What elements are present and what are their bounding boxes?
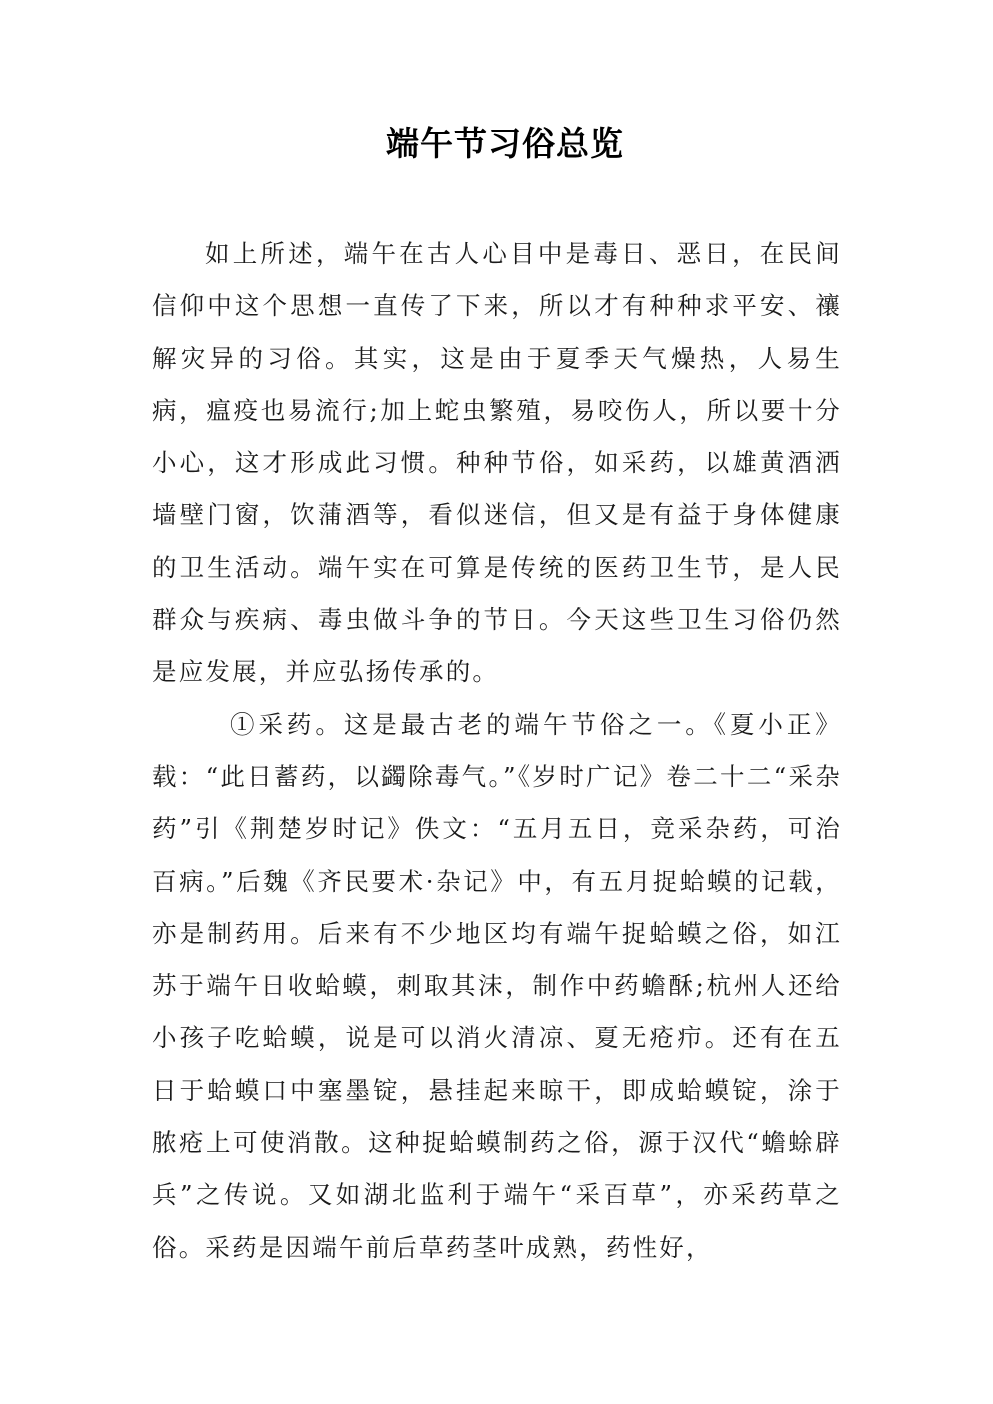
paragraph-herb-gathering: ①采药。这是最古老的端午节俗之一。《夏小正》载：“此日蓄药，以蠲除毒气。”《岁时广记》卷二十二“采杂药”引《荆楚岁时记》佚文：“五月五日，竞采杂药，可治百病。”后魏《齐民要术·杂记》中，有五月捉蛤蟆的记载，亦是制药用。后来有不少地区均有端午捉蛤蟆之俗，如江苏于端午日收蛤蟆，刺取其沫，制作中药蟾酥;杭州人还给小孩子吃蛤蟆，说是可以消火清凉、夏无疮疖。还有在五日于蛤蟆口中塞墨锭，悬挂起来晾干，即成蛤蟆锭，涂于脓疮上可使消散。这种捉蛤蟆制药之俗，源于汉代“蟾蜍辟兵”之传说。又如湖北监利于端午“采百草”，亦采药草之俗。采药是因端午前后草药茎叶成熟，药性好， — [152, 709, 842, 1262]
document-body — [152, 228, 842, 1274]
paragraph-intro: 如上所述，端午在古人心目中是毒日、恶日，在民间信仰中这个思想一直传了下来，所以才有种种求平安、禳解灾异的习俗。其实，这是由于夏季天气燥热，人易生病，瘟疫也易流行;加上蛇虫繁殖，易咬伤人，所以要十分小心，这才形成此习惯。种种节俗，如采药，以雄黄酒洒墙壁门窗，饮蒲酒等，看似迷信，但又是有益于身体健康的卫生活动。端午实在可算是传统的医药卫生节，是人民群众与疾病、毒虫做斗争的节日。今天这些卫生习俗仍然是应发展，并应弘扬传承的。 — [152, 239, 842, 687]
document-title: 端午节习俗总览 — [386, 124, 624, 163]
